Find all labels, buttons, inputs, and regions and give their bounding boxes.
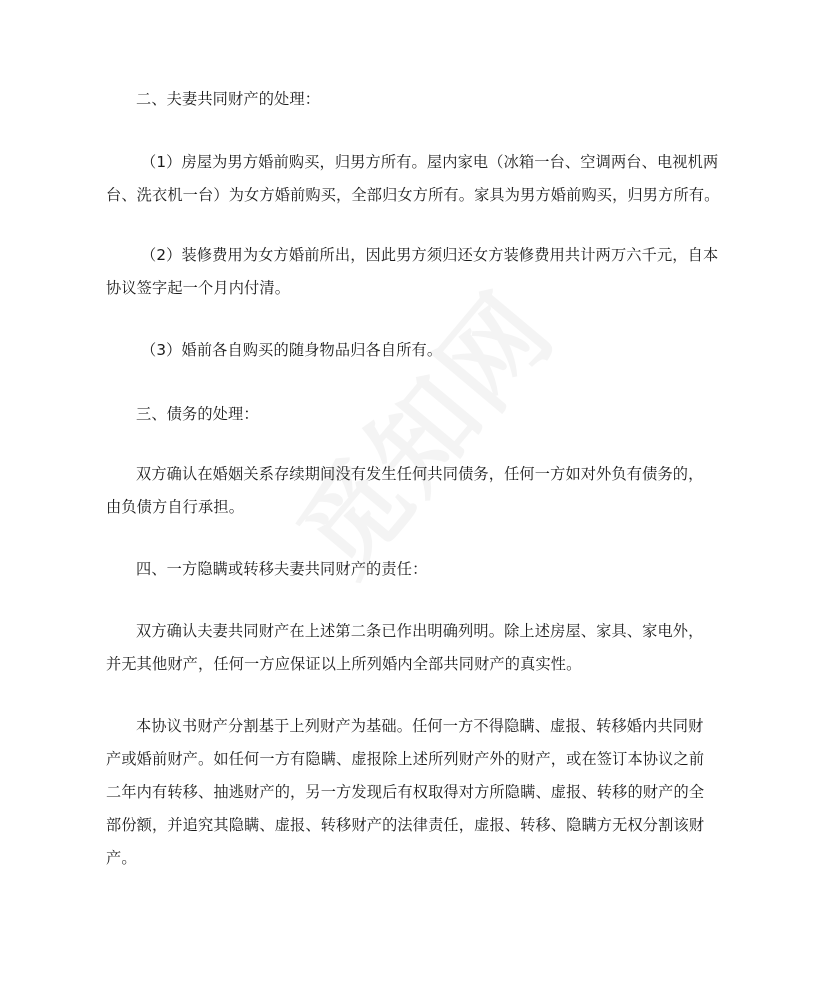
- paragraph-line: 并无其他财产，任何一方应保证以上所列婚内全部共同财产的真实性。: [106, 655, 582, 673]
- paragraph-line: 协议签字起一个月内付清。: [106, 279, 291, 297]
- watermark: [269, 267, 582, 602]
- paragraph-line: 二年内有转移、抽逃财产的，另一方发现后有权取得对方所隐瞒、虚报、转移的财产的全: [106, 783, 705, 801]
- paragraph-line: 产。: [106, 849, 137, 867]
- section-heading-property: 二、夫妻共同财产的处理：: [136, 90, 321, 108]
- section-heading-debt: 三、债务的处理：: [136, 405, 259, 423]
- paragraph-line: 本协议书财产分割基于上列财产为基础。任何一方不得隐瞒、虚报、转移婚内共同财: [136, 717, 704, 735]
- paragraph-line: 由负债方自行承担。: [106, 498, 245, 516]
- section-heading-concealment: 四、一方隐瞒或转移夫妻共同财产的责任：: [136, 560, 428, 578]
- paragraph-line: （3）婚前各自购买的随身物品归各自所有。: [141, 341, 443, 359]
- paragraph-line: 部份额，并追究其隐瞒、虚报、转移财产的法律责任，虚报、转移、隐瞒方无权分割该财: [106, 816, 705, 834]
- paragraph-line: （1）房屋为男方婚前购买，归男方所有。屋内家电（冰箱一台、空调两台、电视机两: [141, 153, 719, 171]
- paragraph-line: （2）装修费用为女方婚前所出，因此男方须归还女方装修费用共计两万六千元，自本: [141, 246, 719, 264]
- paragraph-line: 双方确认在婚姻关系存续期间没有发生任何共同债务，任何一方如对外负有债务的，: [136, 465, 704, 483]
- paragraph-line: 双方确认夫妻共同财产在上述第二条已作出明确列明。除上述房屋、家具、家电外，: [136, 622, 704, 640]
- paragraph-line: 产或婚前财产。如任何一方有隐瞒、虚报除上述所列财产外的财产，或在签订本协议之前: [106, 750, 705, 768]
- paragraph-line: 台、洗衣机一台）为女方婚前购买，全部归女方所有。家具为男方婚前购买，归男方所有。: [106, 186, 720, 204]
